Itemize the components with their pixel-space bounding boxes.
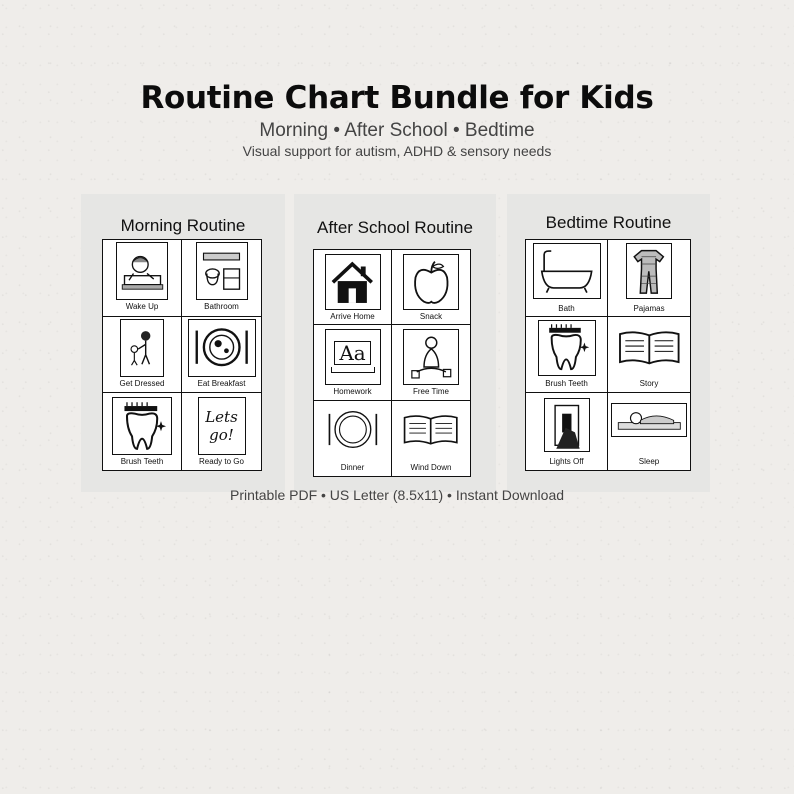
lets-go-icon-text: Lets go!	[205, 408, 238, 445]
routine-item-label: Brush Teeth	[120, 457, 164, 467]
tooth-icon	[538, 320, 596, 376]
bathroom-icon	[196, 242, 248, 300]
routine-item-label: Sleep	[638, 457, 660, 467]
routine-item-pajamas	[608, 240, 690, 317]
card-title: Bedtime Routine	[545, 213, 672, 232]
routine-item-label: Arrive Home	[330, 312, 375, 321]
routine-item-wake-up	[103, 240, 182, 317]
routine-item-wind-down	[392, 401, 470, 476]
breakfast-icon	[188, 319, 256, 377]
tooth-icon	[112, 397, 172, 455]
routine-item-story	[608, 317, 690, 394]
after-school-routine-card	[294, 194, 496, 492]
routine-grid	[313, 249, 471, 477]
routine-item-ready-to-go	[182, 393, 261, 470]
plate-icon	[322, 405, 384, 455]
book-icon	[612, 322, 686, 374]
apple-icon	[403, 254, 459, 310]
routine-item-label: Ready to Go	[199, 457, 244, 467]
house-icon	[325, 254, 381, 310]
routine-item-bathroom	[182, 240, 261, 317]
book-icon	[398, 405, 464, 455]
book-base	[331, 367, 375, 373]
free-time-icon	[403, 329, 459, 385]
routine-item-snack	[392, 250, 470, 325]
page-footer: Printable PDF • US Letter (8.5x11) • Instant Download	[229, 487, 565, 503]
routine-item-label: Snack	[419, 312, 443, 321]
routine-item-eat-breakfast	[182, 317, 261, 394]
morning-routine-card	[81, 194, 285, 492]
routine-item-label: Get Dressed	[119, 378, 165, 388]
routine-item-dinner	[314, 401, 392, 476]
routine-item-label: Bathroom	[204, 302, 239, 311]
routine-item-bath	[526, 240, 608, 317]
sleeping-child-icon	[611, 403, 687, 437]
routine-item-arrive-home	[314, 250, 392, 325]
bedtime-routine-card	[507, 194, 710, 492]
page-title: Routine Chart Bundle for Kids	[140, 80, 654, 116]
page-subtitle: Morning • After School • Bedtime	[259, 120, 535, 141]
routine-item-label: Homework	[333, 387, 372, 397]
routine-item-label: Dinner	[340, 462, 365, 472]
homework-icon-text: Aa	[334, 341, 370, 365]
homework-icon	[325, 329, 381, 385]
routine-item-free-time	[392, 325, 470, 400]
wake-up-icon	[116, 242, 168, 300]
light-switch-icon	[544, 398, 590, 452]
bathtub-icon	[533, 243, 601, 299]
routine-item-label: Bath	[558, 304, 575, 313]
pajamas-icon	[626, 243, 672, 299]
page-tagline: Visual support for autism, ADHD & sensory needs	[242, 143, 552, 159]
routine-item-brush-teeth	[103, 393, 182, 470]
routine-item-label: Wake Up	[125, 302, 159, 311]
routine-grid	[525, 239, 691, 471]
routine-item-label: Brush Teeth	[545, 378, 588, 388]
routine-item-label: Lights Off	[549, 457, 584, 467]
routine-item-homework	[314, 325, 392, 400]
routine-item-brush-teeth	[526, 317, 608, 394]
routine-item-label: Pajamas	[633, 304, 665, 313]
routine-item-label: Story	[639, 378, 659, 388]
routine-item-label: Wind Down	[410, 462, 452, 472]
routine-grid	[102, 239, 262, 471]
routine-item-get-dressed	[103, 317, 182, 394]
get-dressed-icon	[120, 319, 164, 377]
card-title: Morning Routine	[120, 216, 246, 235]
routine-item-label: Free Time	[412, 387, 449, 397]
routine-item-lights-off	[526, 393, 608, 470]
routine-item-sleep	[608, 393, 690, 470]
routine-item-label: Eat Breakfast	[197, 378, 246, 388]
card-title: After School Routine	[317, 218, 473, 237]
lets-go-icon	[198, 397, 246, 455]
